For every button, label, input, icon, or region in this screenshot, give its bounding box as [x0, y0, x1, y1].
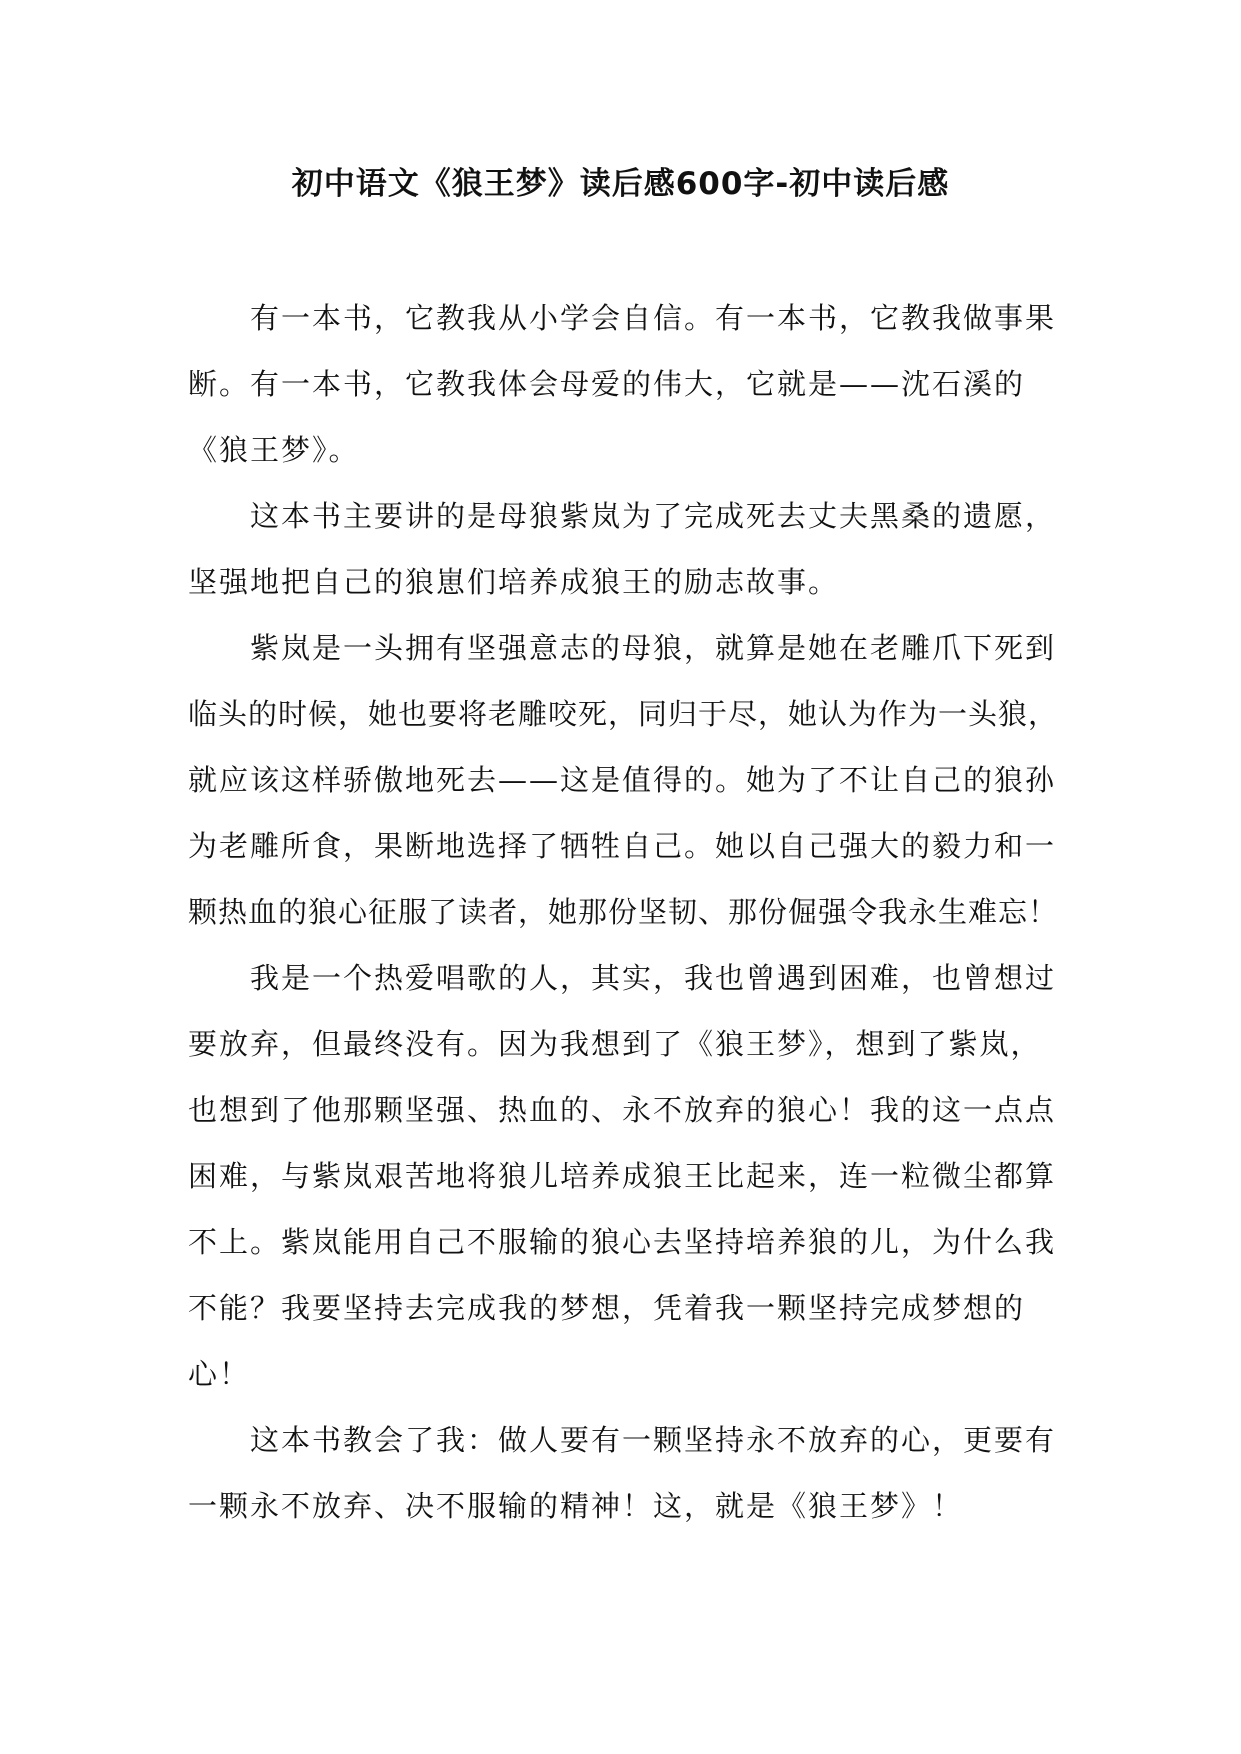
text-line: 为老雕所食，果断地选择了牺牲自己。她以自己强大的毅力和一 [188, 829, 1057, 863]
document-title: 初中语文《狼王梦》读后感600字-初中读后感 [291, 166, 950, 202]
document-body [188, 285, 1058, 1539]
text-line: 不能？我要坚持去完成我的梦想，凭着我一颗坚持完成梦想的 [188, 1291, 1026, 1325]
text-line: 要放弃，但最终没有。因为我想到了《狼王梦》，想到了紫岚， [188, 1027, 1042, 1061]
text-line: 不上。紫岚能用自己不服输的狼心去坚持培养狼的儿，为什么我 [188, 1225, 1057, 1259]
text-line: 就应该这样骄傲地死去——这是值得的。她为了不让自己的狼孙 [188, 763, 1057, 797]
text-line: 一颗永不放弃、决不服输的精神！这，就是《狼王梦》！ [188, 1489, 964, 1523]
text-line: 这本书教会了我：做人要有一颗坚持永不放弃的心，更要有 [250, 1423, 1057, 1457]
text-line: 这本书主要讲的是母狼紫岚为了完成死去丈夫黑桑的遗愿， [250, 499, 1057, 533]
text-line: 也想到了他那颗坚强、热血的、永不放弃的狼心！我的这一点点 [188, 1093, 1057, 1127]
text-line: 有一本书，它教我从小学会自信。有一本书，它教我做事果 [250, 301, 1057, 335]
text-line: 临头的时候，她也要将老雕咬死，同归于尽，她认为作为一头狼， [188, 697, 1059, 731]
text-line: 困难，与紫岚艰苦地将狼儿培养成狼王比起来，连一粒微尘都算 [188, 1159, 1057, 1193]
text-line: 《狼王梦》。 [188, 433, 360, 467]
text-line: 坚强地把自己的狼崽们培养成狼王的励志故事。 [188, 565, 840, 599]
text-line: 断。有一本书，它教我体会母爱的伟大，它就是——沈石溪的 [188, 367, 1026, 401]
text-line: 心！ [188, 1357, 251, 1391]
text-line: 颗热血的狼心征服了读者，她那份坚韧、那份倔强令我永生难忘！ [188, 895, 1059, 929]
text-line: 我是一个热爱唱歌的人，其实，我也曾遇到困难，也曾想过 [250, 961, 1057, 995]
text-line: 紫岚是一头拥有坚强意志的母狼，就算是她在老雕爪下死到 [250, 631, 1057, 665]
